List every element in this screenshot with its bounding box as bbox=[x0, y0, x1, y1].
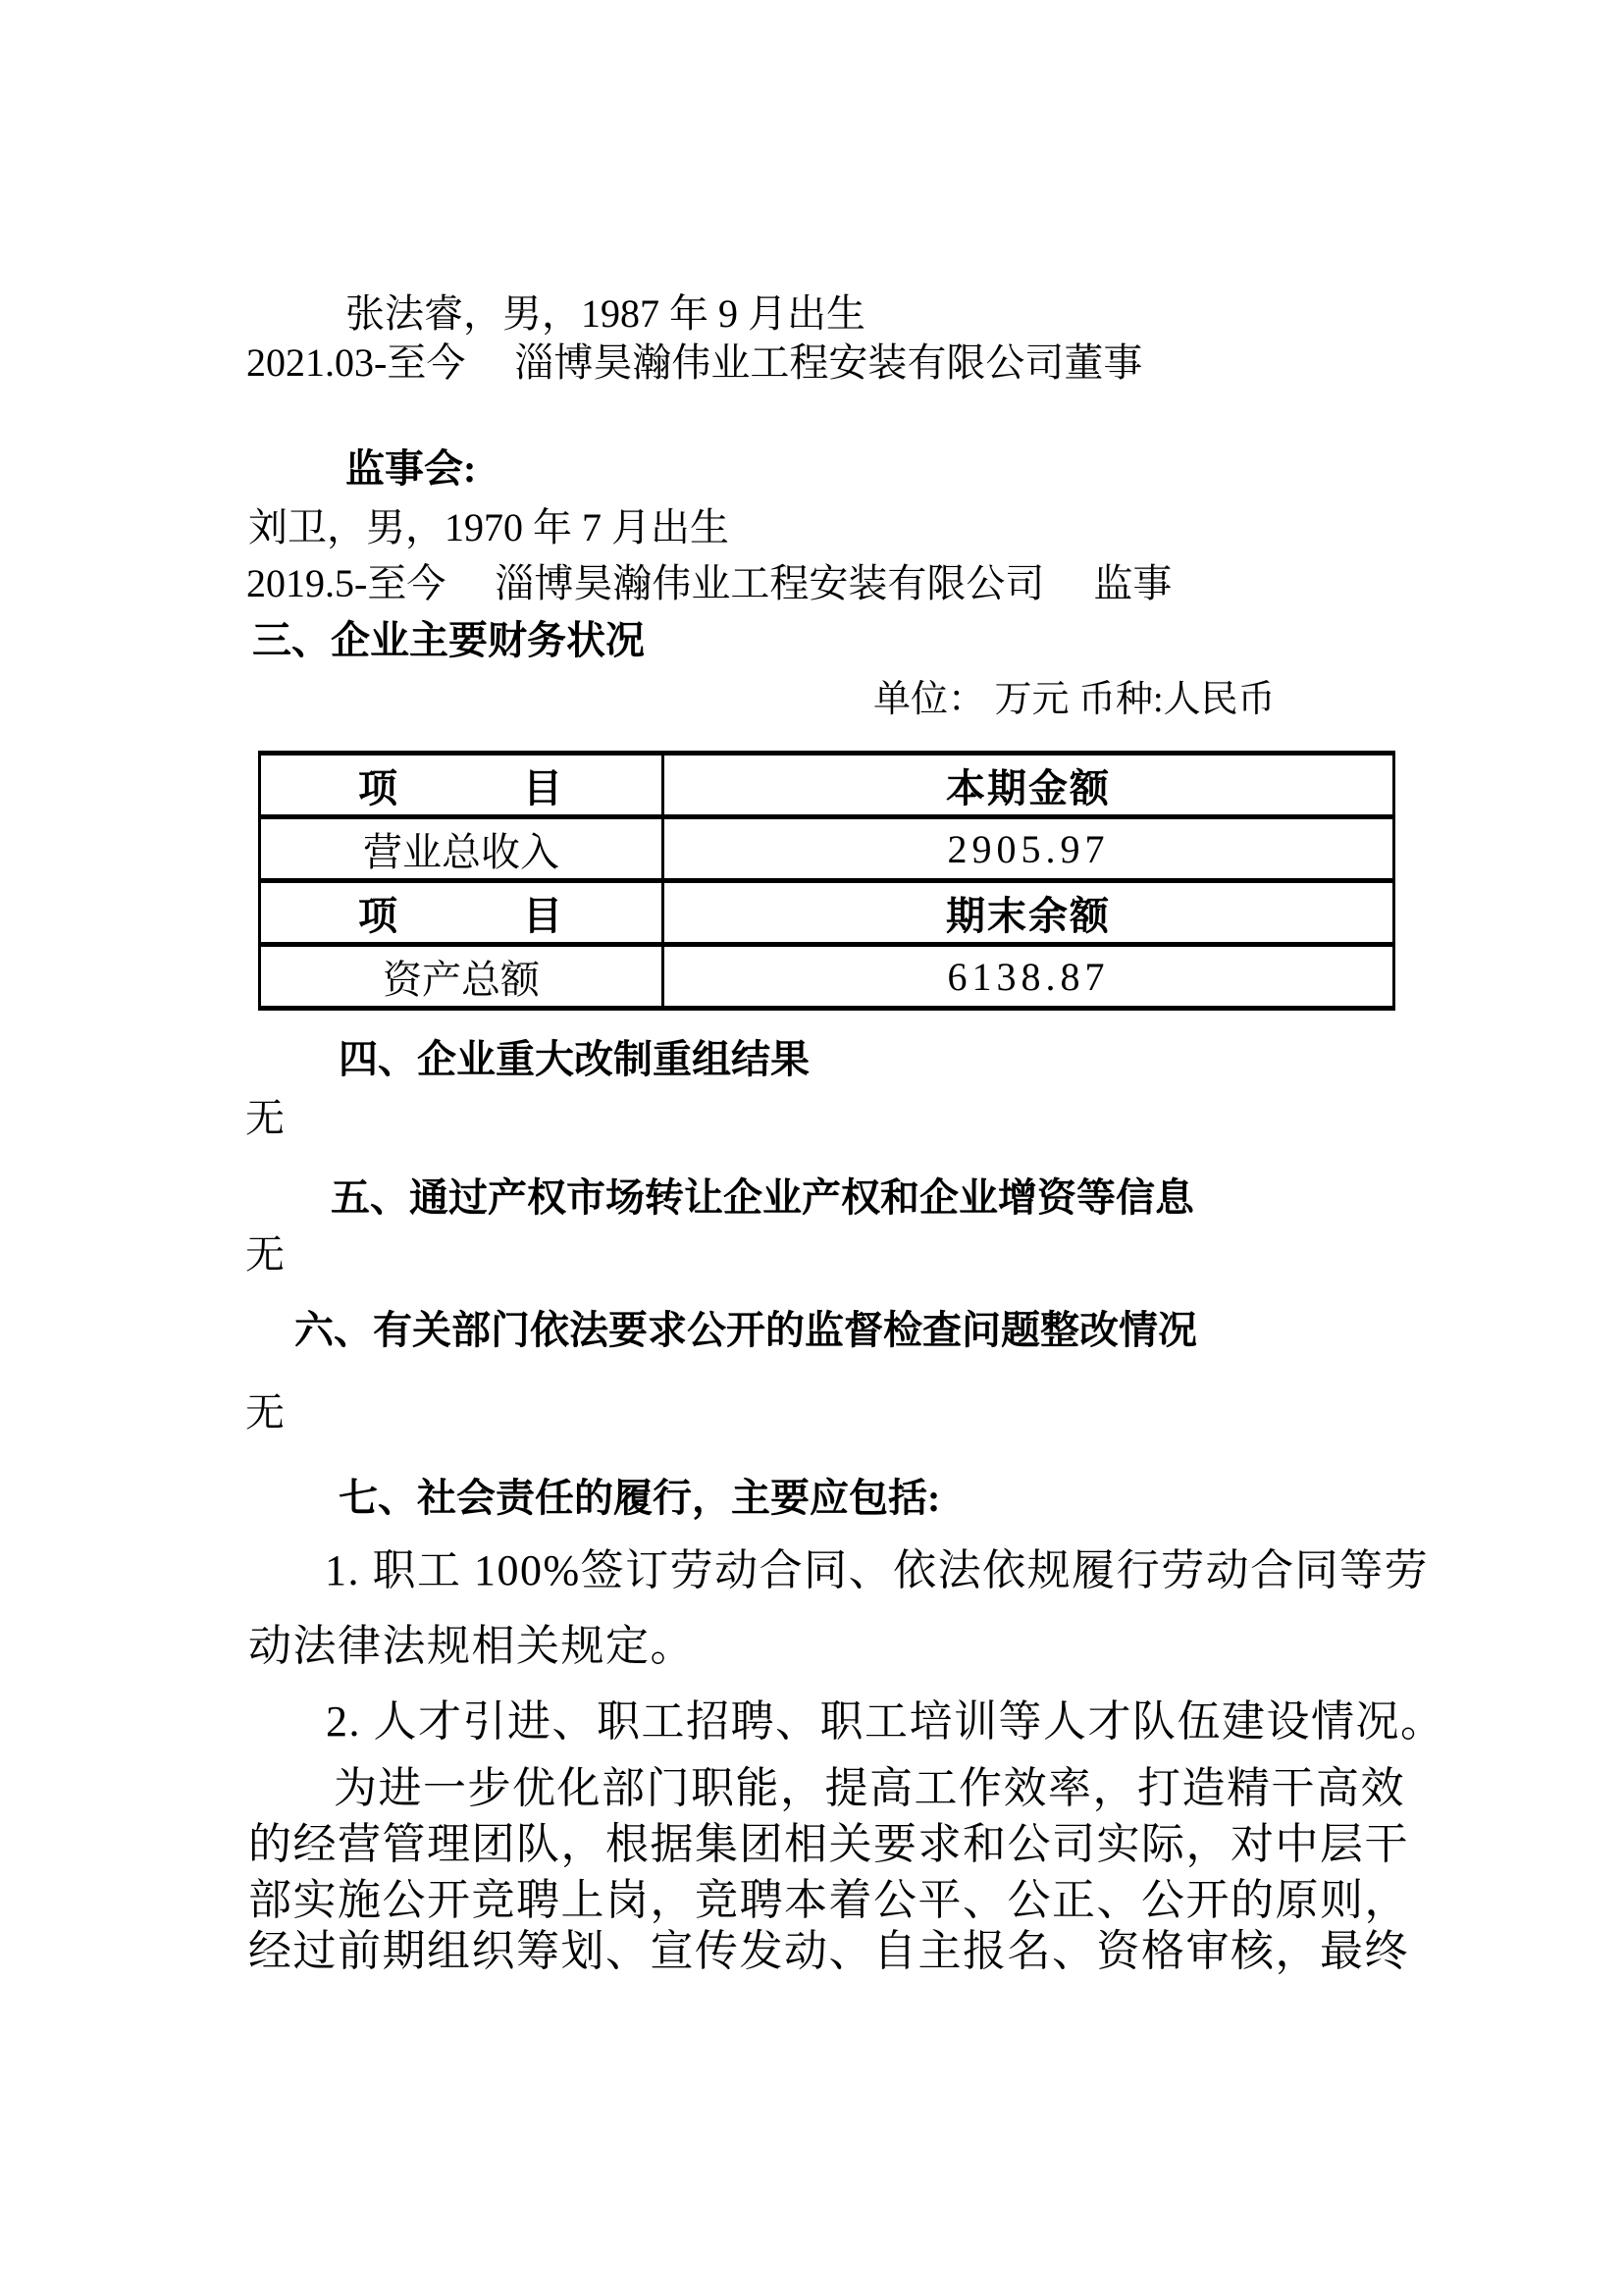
section7-para-line4: 经过前期组织筹划、宣传发动、自主报名、资格审核，最终 bbox=[248, 1927, 1409, 1975]
supervisory-board-heading: 监事会: bbox=[345, 446, 477, 491]
zhang-bio-line2: 2021.03-至今 淄博昊瀚伟业工程安装有限公司董事 bbox=[246, 340, 1143, 385]
table-header-ending-balance: 期末余额 bbox=[663, 881, 1394, 945]
table-row bbox=[260, 945, 1394, 1009]
section6-heading: 六、有关部门依法要求公开的监督检查问题整改情况 bbox=[294, 1308, 1197, 1352]
section3-heading: 三、企业主要财务状况 bbox=[252, 618, 645, 662]
unit-note: 单位： 万元 币种:人民币 bbox=[873, 679, 1276, 720]
table-header-item: 项 目 bbox=[260, 754, 663, 817]
table-row bbox=[260, 881, 1394, 945]
table-cell-assets-value: 6138.87 bbox=[663, 945, 1394, 1009]
section7-heading: 七、社会责任的履行，主要应包括: bbox=[339, 1476, 941, 1520]
section4-content: 无 bbox=[245, 1096, 285, 1140]
section7-item2-line1: 2. 人才引进、职工招聘、职工培训等人才队伍建设情况。 bbox=[326, 1697, 1445, 1746]
section5-heading: 五、通过产权市场转让企业产权和企业增资等信息 bbox=[331, 1175, 1194, 1220]
section4-heading: 四、企业重大改制重组结果 bbox=[339, 1037, 810, 1081]
table-cell-assets-label: 资产总额 bbox=[260, 945, 663, 1009]
section6-content: 无 bbox=[245, 1390, 285, 1434]
table-header-item-2: 项 目 bbox=[260, 881, 663, 945]
liuwei-bio-line1: 刘卫，男，1970 年 7 月出生 bbox=[248, 505, 729, 549]
section7-para-line3: 部实施公开竞聘上岗，竞聘本着公平、公正、公开的原则， bbox=[248, 1876, 1409, 1924]
table-cell-revenue-label: 营业总收入 bbox=[260, 817, 663, 881]
section7-para-line1: 为进一步优化部门职能，提高工作效率，打造精干高效 bbox=[334, 1764, 1405, 1812]
table-header-current-amount: 本期金额 bbox=[663, 754, 1394, 817]
table-row bbox=[260, 817, 1394, 881]
section7-para-line2: 的经营管理团队，根据集团相关要求和公司实际，对中层干 bbox=[248, 1820, 1409, 1868]
zhang-bio-line1: 张法睿，男，1987 年 9 月出生 bbox=[345, 291, 865, 336]
section7-item1-line2: 动法律法规相关规定。 bbox=[248, 1622, 695, 1670]
table-cell-revenue-value: 2905.97 bbox=[663, 817, 1394, 881]
table-row bbox=[260, 754, 1394, 817]
liuwei-bio-line2: 2019.5-至今 淄博昊瀚伟业工程安装有限公司 监事 bbox=[246, 561, 1173, 605]
section5-content: 无 bbox=[245, 1232, 285, 1277]
section7-item1-line1: 1. 职工 100%签订劳动合同、依法依规履行劳动合同等劳 bbox=[325, 1546, 1430, 1594]
finance-table bbox=[258, 751, 1395, 1011]
